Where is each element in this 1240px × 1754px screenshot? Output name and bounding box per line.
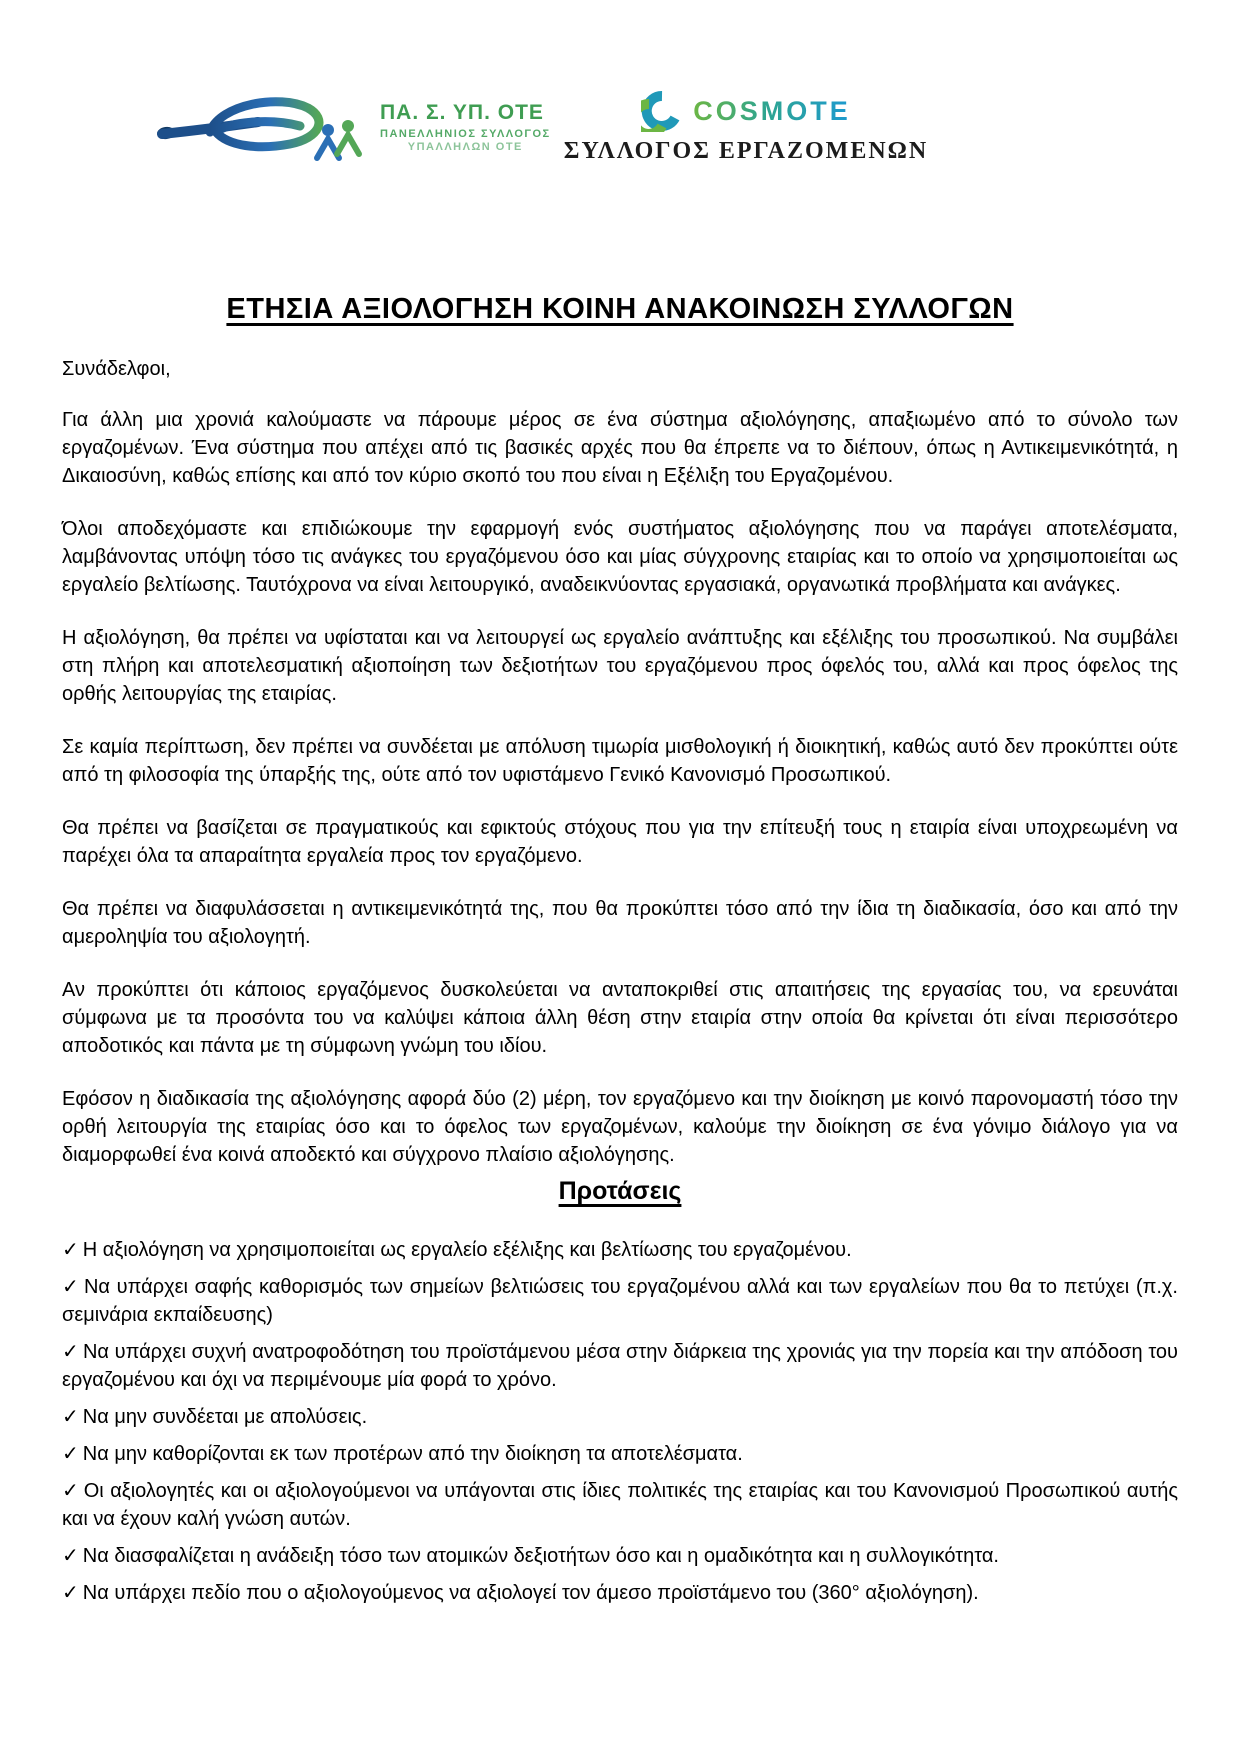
check-icon: ✓ (62, 1480, 80, 1502)
check-icon: ✓ (62, 1341, 79, 1363)
check-icon: ✓ (62, 1406, 79, 1428)
paragraph-8: Εφόσον η διαδικασία της αξιολόγησης αφορά δύο (2) μέρη, τον εργαζόμενο και την διοίκηση με κοινό παρονομαστή τόσο την ορθή λειτουργία της εταιρίας όσο και το όφελος των εργαζομένων, καλούμε την διοίκηση σε ένα γόνιμο διάλογο για να διαμορφωθεί ένα κοινά αποδεκτό και σύγχρονο πλαίσιο αξιολόγησης. (62, 1088, 1178, 1166)
paragraph-4: Σε καμία περίπτωση, δεν πρέπει να συνδέεται με απόλυση τιμωρία μισθολογική ή διοικητική, καθώς αυτό δεν προκύπτει ούτε από τη φιλοσοφία της ύπαρξής της, ούτε από τον υφιστάμενο Γενικό Κανονισμό Προσωπικού. (62, 736, 1178, 786)
paragraph-7: Αν προκύπτει ότι κάποιος εργαζόμενος δυσκολεύεται να ανταποκριθεί στις απαιτήσεις της εργασίας του, να ερευνάται σύμφωνα με τα προσόντα του να καλύψει κάποια άλλη θέση στην εταιρία στην οποία θα κρίνεται ότι είναι περισσότερο αποδοτικός και πάντα με τη σύμφωνη γνώμη του ιδίου. (62, 979, 1178, 1057)
proposal-text: Να μην καθορίζονται εκ των προτέρων από την διοίκηση τα αποτελέσματα. (82, 1443, 743, 1465)
proposal-item (62, 1236, 1178, 1264)
page-title: ΕΤΗΣΙΑ ΑΞΙΟΛΟΓΗΣΗ ΚΟΙΝΗ ΑΝΑΚΟΙΝΩΣΗ ΣΥΛΛΟΓΩΝ (226, 293, 1014, 325)
cosmote-globe-icon (641, 90, 683, 132)
header (0, 0, 1240, 165)
paragraph-6: Θα πρέπει να διαφυλάσσεται η αντικειμενικότητά της, που θα προκύπτει τόσο από την ίδια τη διαδικασία, όσο και από την αμεροληψία του αξιολογητή. (62, 898, 1178, 948)
proposals-list (62, 1236, 1178, 1607)
proposal-text: Να υπάρχει σαφής καθορισμός των σημείων βελτιώσεις του εργαζομένου αλλά και των εργαλείων που θα το πετύχει (π.χ. σεμινάρια εκπαίδευσης) (62, 1276, 1178, 1326)
check-icon: ✓ (62, 1545, 79, 1567)
proposal-text: Να υπάρχει συχνή ανατροφοδότηση του προϊστάμενου μέσα στην διάρκεια της χρονιάς για την πορεία και την απόδοση του εργαζομένου και όχι να περιμένουμε μία φορά το χρόνο. (62, 1341, 1178, 1391)
proposal-item (62, 1273, 1178, 1329)
proposal-item (62, 1440, 1178, 1468)
proposal-text: Να υπάρχει πεδίο που ο αξιολογούμενος να αξιολογεί τον άμεσο προϊστάμενο του (360° αξιολόγηση). (82, 1582, 979, 1604)
paragraph-5: Θα πρέπει να βασίζεται σε πραγματικούς και εφικτούς στόχους που για την επίτευξή τους η εταιρία είναι υποχρεωμένη να παρέχει όλα τα απαραίτητα εργαλεία προς τον εργαζόμενο. (62, 817, 1178, 867)
proposal-text: Οι αξιολογητές και οι αξιολογούμενοι να υπάγονται στις ίδιες πολιτικές της εταιρίας και του Κανονισμού Προσωπικού αυτής και να έχουν καλή γνώση αυτών. (62, 1480, 1179, 1530)
cosmote-wordmark: COSMOTE (693, 95, 851, 126)
pasyp-subtitle-1: ΠΑΝΕΛΛΗΝΙΟΣ ΣΥΛΛΟΓΟΣ (380, 127, 551, 140)
proposal-item (62, 1403, 1178, 1431)
proposal-text: Η αξιολόγηση να χρησιμοποιείται ως εργαλείο εξέλιξης και βελτίωσης του εργαζομένου. (82, 1239, 852, 1261)
pasyp-acronym: ΠΑ. Σ. ΥΠ. ΟΤΕ (380, 100, 544, 124)
pasyp-logo-text (380, 101, 551, 153)
cosmote-logo (556, 90, 936, 165)
proposal-text: Να διασφαλίζεται η ανάδειξη τόσο των ατομικών δεξιοτήτων όσο και η ομαδικότητα και η συλλογικότητα. (82, 1545, 999, 1567)
proposal-text: Να μην συνδέεται με απολύσεις. (82, 1406, 368, 1428)
check-icon: ✓ (62, 1443, 79, 1465)
salutation: Συνάδελφοι, (62, 358, 171, 380)
check-icon: ✓ (62, 1239, 79, 1261)
pasyp-subtitle-2: ΥΠΑΛΛΗΛΩΝ ΟΤΕ (407, 140, 523, 153)
proposal-item (62, 1542, 1178, 1570)
proposal-item (62, 1579, 1178, 1607)
check-icon: ✓ (62, 1276, 80, 1298)
paragraph-2: Όλοι αποδεχόμαστε και επιδιώκουμε την εφαρμογή ενός συστήματος αξιολόγησης που να παράγει αποτελέσματα, λαμβάνοντας υπόψη τόσο τις ανάγκες του εργαζόμενου όσο και μίας σύγχρονης εταιρίας και το οποίο να χρησιμοποιείται ως εργαλείο βελτίωσης. Ταυτόχρονα να είναι λειτουργικό, αναδεικνύοντας εργασιακά, οργανωτικά προβλήματα και ανάγκες. (62, 518, 1178, 596)
cosmote-logo-row (641, 90, 851, 132)
proposal-item (62, 1338, 1178, 1394)
pasyp-swirl-icon (150, 88, 370, 166)
cosmote-subtitle: ΣΥΛΛΟΓΟΣ ΕΡΓΑΖΟΜΕΝΩΝ (563, 138, 929, 164)
proposals-heading: Προτάσεις (558, 1177, 682, 1205)
document-body (62, 293, 1178, 1607)
pasyp-logo (150, 88, 551, 166)
paragraph-3: Η αξιολόγηση, θα πρέπει να υφίσταται και να λειτουργεί ως εργαλείο ανάπτυξης και εξέλιξης του προσωπικού. Να συμβάλει στη πλήρη και αποτελεσματική αξιοποίηση των δεξιοτήτων του εργαζόμενου προς όφελός του, αλλά και προς όφελος της ορθής λειτουργίας της εταιρίας. (62, 627, 1178, 705)
check-icon: ✓ (62, 1582, 79, 1604)
paragraph-1: Για άλλη μια χρονιά καλούμαστε να πάρουμε μέρος σε ένα σύστημα αξιολόγησης, απαξιωμένο από το σύνολο των εργαζομένων. Ένα σύστημα που απέχει από τις βασικές αρχές που θα έπρεπε να το διέπουν, όπως η Αντικειμενικότητά, η Δικαιοσύνη, καθώς επίσης και από τον κύριο σκοπό του που είναι η Εξέλιξη του Εργαζομένου. (62, 409, 1178, 487)
proposal-item (62, 1477, 1178, 1533)
